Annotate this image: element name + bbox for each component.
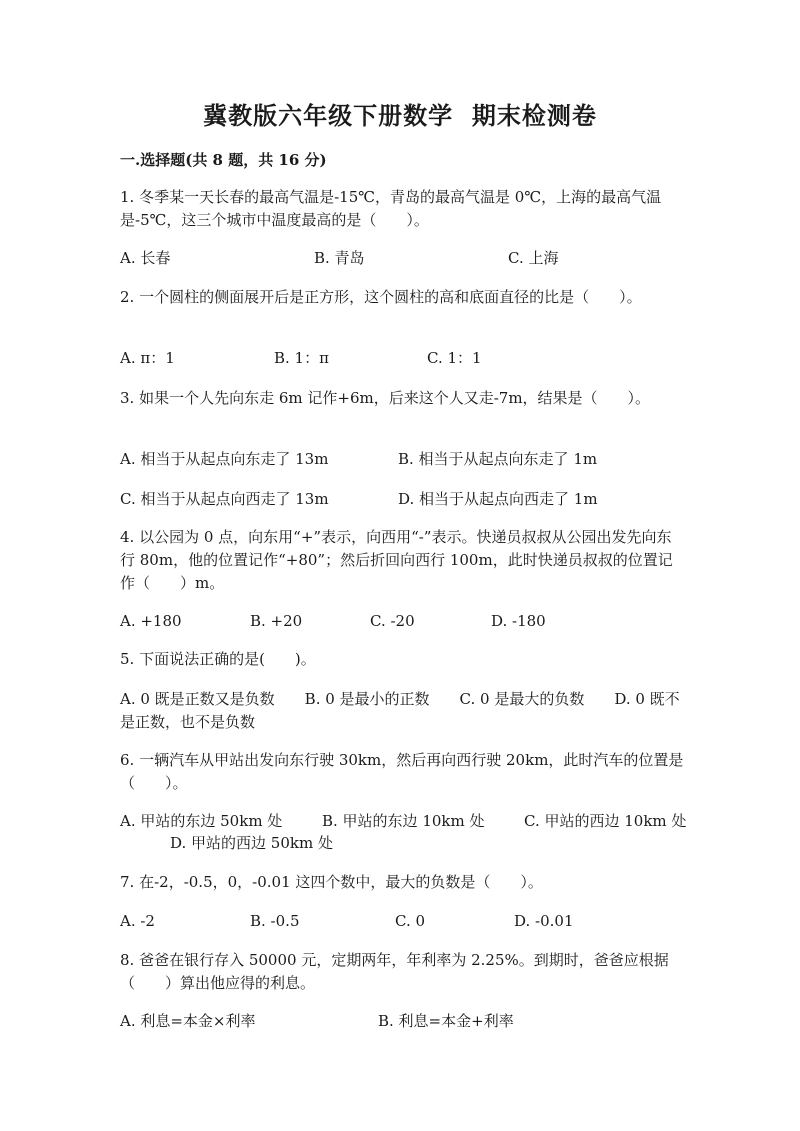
q1-option-b: B. 青岛 <box>314 249 365 267</box>
section-heading: 一.选择题(共 8 题，共 16 分) <box>120 151 327 169</box>
q2-option-b: B. 1：π <box>274 349 329 367</box>
q2-option-a: A. π：1 <box>120 349 175 367</box>
q7-option-a: A. -2 <box>120 912 155 930</box>
q6-option-d: D. 甲站的西边 50km 处 <box>170 834 333 852</box>
q1-option-c: C. 上海 <box>508 249 559 267</box>
q4-option-c: C. -20 <box>370 612 415 630</box>
q3-option-d: D. 相当于从起点向西走了 1m <box>398 490 598 508</box>
q2-option-c: C. 1：1 <box>427 349 482 367</box>
q8-option-b: B. 利息=本金+利率 <box>378 1012 514 1030</box>
question-6: 6. 一辆汽车从甲站出发向东行驶 30km，然后再向西行驶 20km，此时汽车的位置是（ ）。 <box>120 751 684 792</box>
q3-option-b: B. 相当于从起点向东走了 1m <box>398 450 598 468</box>
q1-option-a: A. 长春 <box>120 249 171 267</box>
q5-options: A. 0 既是正数又是负数 B. 0 是最小的正数 C. 0 是最大的负数 D. 0 既不是正数，也不是负数 <box>120 690 680 731</box>
question-2: 2. 一个圆柱的侧面展开后是正方形，这个圆柱的高和底面直径的比是（ ）。 <box>120 288 642 306</box>
question-4: 4. 以公园为 0 点，向东用“+”表示，向西用“-”表示。快递员叔叔从公园出发先向东行 80m，他的位置记作“+80”；然后折回向西行 100m，此时快递员叔叔的位置记作（ ）m。 <box>120 528 673 592</box>
q4-option-b: B. +20 <box>250 612 303 630</box>
q8-option-a: A. 利息=本金×利率 <box>120 1012 256 1030</box>
question-5: 5. 下面说法正确的是( )。 <box>120 650 316 668</box>
q3-option-a: A. 相当于从起点向东走了 13m <box>120 450 329 468</box>
q6-option-c: C. 甲站的西边 10km 处 <box>524 812 687 830</box>
q4-option-d: D. -180 <box>491 612 546 630</box>
q7-option-b: B. -0.5 <box>250 912 300 930</box>
q6-option-a: A. 甲站的东边 50km 处 <box>120 812 283 830</box>
question-7: 7. 在-2，-0.5，0，-0.01 这四个数中，最大的负数是（ ）。 <box>120 873 543 891</box>
q7-option-c: C. 0 <box>395 912 426 930</box>
question-1: 1. 冬季某一天长春的最高气温是-15℃，青岛的最高气温是 0℃，上海的最高气温是-5℃，这三个城市中温度最高的是（ ）。 <box>120 188 662 229</box>
q6-option-b: B. 甲站的东边 10km 处 <box>322 812 485 830</box>
question-3: 3. 如果一个人先向东走 6m 记作+6m，后来这个人又走-7m，结果是（ ）。 <box>120 389 651 407</box>
question-8: 8. 爸爸在银行存入 50000 元，定期两年，年利率为 2.25%。到期时，爸爸应根据（ ）算出他应得的利息。 <box>120 951 669 992</box>
q3-option-c: C. 相当于从起点向西走了 13m <box>120 490 329 508</box>
q7-option-d: D. -0.01 <box>514 912 574 930</box>
q4-option-a: A. +180 <box>120 612 182 630</box>
page-title: 冀教版六年级下册数学 期末检测卷 <box>203 101 597 130</box>
